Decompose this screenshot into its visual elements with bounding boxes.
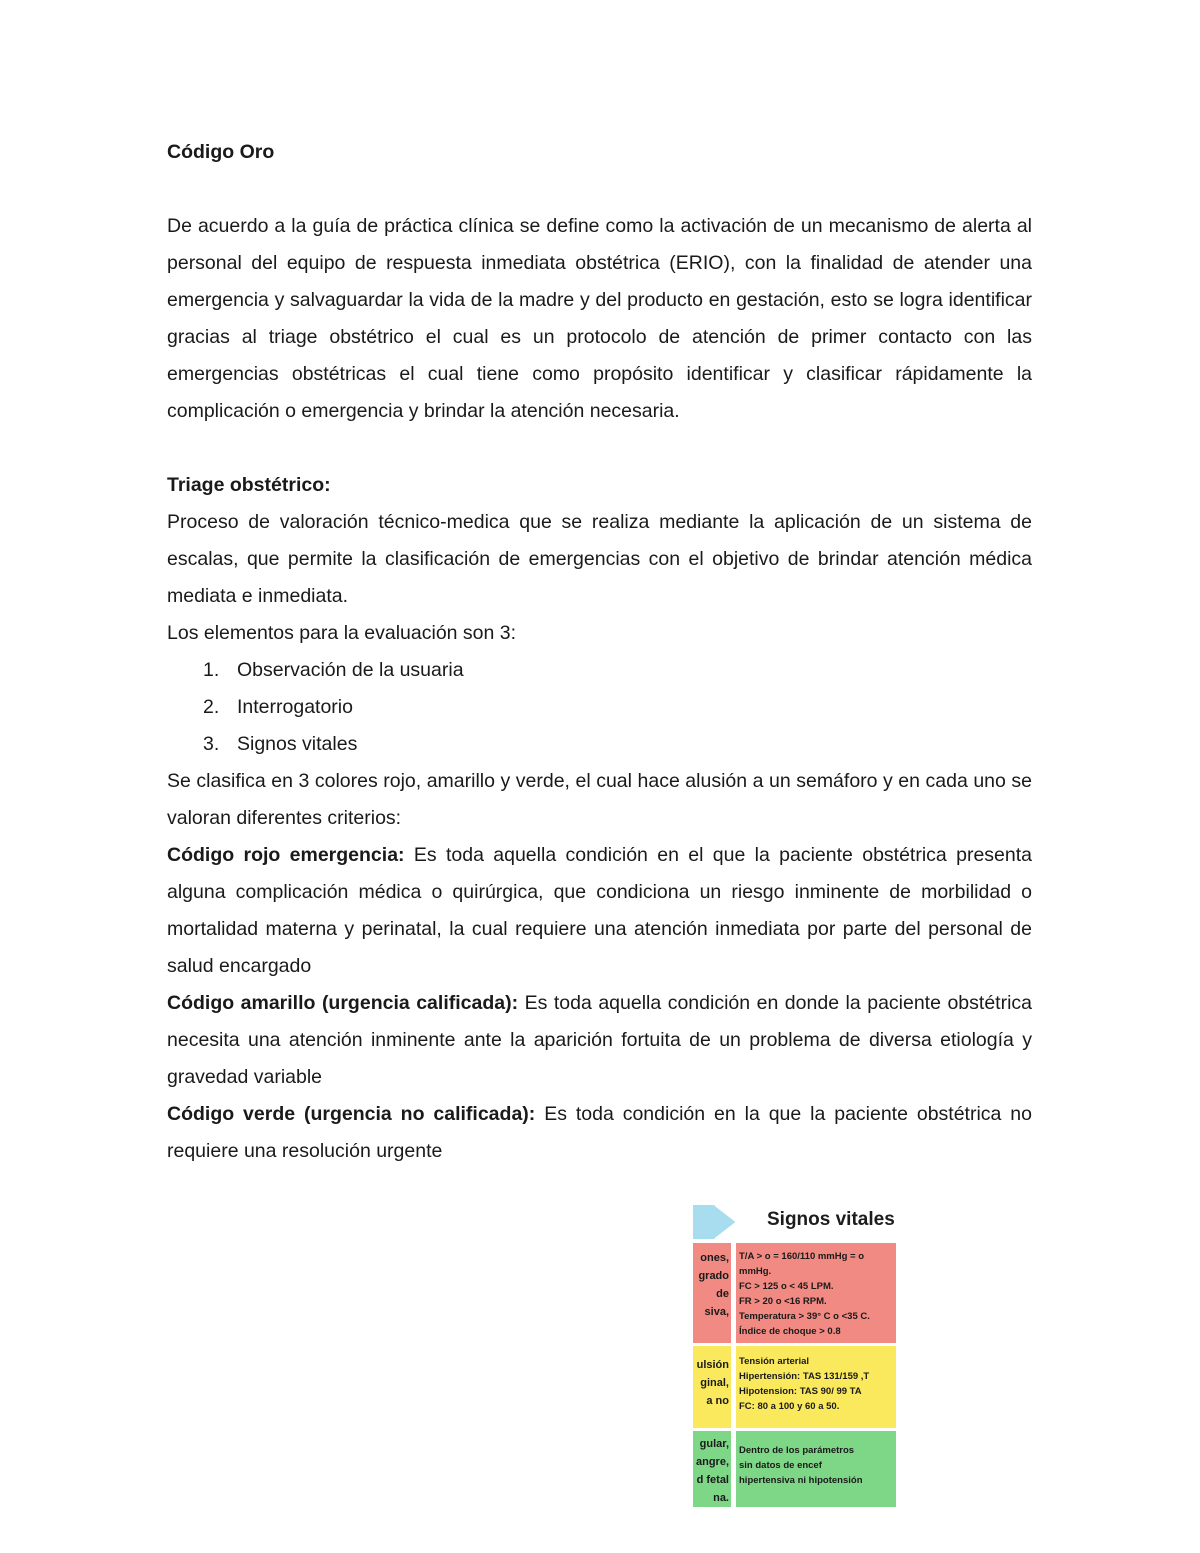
list-text: Signos vitales: [237, 733, 358, 755]
red-left-cell: [693, 1243, 731, 1343]
cell-text: FR > 20 o <16 RPM.: [739, 1296, 827, 1307]
colors-intro: Se clasifica en 3 colores rojo, amarillo y verde, el cual hace alusión a un semáforo y en cada uno se valoran diferentes criterios:: [167, 770, 1032, 829]
green-left-cell: [693, 1431, 731, 1507]
cell-text: ginal,: [700, 1377, 729, 1389]
cell-text: ulsión: [696, 1359, 729, 1371]
yellow-right-cell: [736, 1346, 896, 1428]
cell-text: FC: 80 a 100 y 60 a 50.: [739, 1401, 840, 1412]
triage-definition: Proceso de valoración técnico-medica que se realiza mediante la aplicación de un sistema de escalas, que permite la clasificación de emergencias con el objetivo de brindar atención médica mediata e inmediata.: [167, 511, 1032, 607]
list-item: [167, 652, 1032, 689]
cell-text: hipertensiva ni hipotensión: [739, 1475, 863, 1486]
code-yellow-text: Es toda aquella condición en donde la paciente obstétrica necesita una atención inminente ante la aparición fortuita de un problema de diversa etiología y gravedad variable: [167, 992, 1032, 1088]
cell-text: Tensión arterial: [739, 1356, 810, 1367]
cell-text: sin datos de encef: [739, 1460, 822, 1471]
code-red-label: Código rojo emergencia:: [167, 844, 405, 866]
cell-text: gular,: [699, 1438, 729, 1450]
list-number: 2.: [203, 696, 220, 718]
cell-text: Temperatura > 39° C o <35 C.: [739, 1311, 870, 1322]
document-body: [167, 134, 1032, 1170]
code-yellow-paragraph: [167, 985, 1032, 1096]
cell-text: siva,: [704, 1306, 729, 1318]
list-item: [167, 689, 1032, 726]
list-item: [167, 726, 1032, 763]
cell-text: Hipertensión: TAS 131/159 ,T: [739, 1371, 870, 1382]
list-text: Observación de la usuaria: [237, 659, 464, 681]
cell-text: de: [716, 1288, 729, 1300]
code-green-paragraph: [167, 1096, 1032, 1170]
list-number: 1.: [203, 659, 220, 681]
table-row-yellow: [693, 1346, 896, 1428]
cell-text: FC > 125 o < 45 LPM.: [739, 1281, 834, 1292]
elements-list: [167, 652, 1032, 763]
spacer: [167, 171, 1032, 208]
cell-text: Hipotension: TAS 90/ 99 TA: [739, 1386, 862, 1397]
triage-heading: Triage obstétrico:: [167, 474, 331, 496]
page-title: Código Oro: [167, 141, 275, 163]
code-red-text: Es toda aquella condición en el que la paciente obstétrica presenta alguna complicación médica o quirúrgica, que condiciona un riesgo inminente de morbilidad o mortalidad materna y perinatal, la cual requiere una atención inmediata por parte del personal de salud encargado: [167, 844, 1032, 977]
cell-text: Índice de choque > 0.8: [739, 1326, 841, 1337]
intro-paragraph: De acuerdo a la guía de práctica clínica se define como la activación de un mecanismo de alerta al personal del equipo de respuesta inmediata obstétrica (ERIO), con la finalidad de atender una emergencia y salvaguardar la vida de la madre y del producto en gestación, esto se logra identificar gracias al triage obstétrico el cual es un protocolo de atención de primer contacto con las emergencias obstétricas el cual tiene como propósito identificar y clasificar rápidamente la complicación o emergencia y brindar la atención necesaria.: [167, 215, 1032, 422]
cell-text: d fetal: [696, 1474, 729, 1486]
cell-text: na.: [713, 1492, 729, 1504]
code-green-text: Es toda condición en la que la paciente obstétrica no requiere una resolución urgente: [167, 1103, 1032, 1162]
green-right-cell: [736, 1431, 896, 1507]
yellow-left-cell: [693, 1346, 731, 1428]
vitals-table-image: [693, 1205, 896, 1507]
table-row-green: [693, 1431, 896, 1507]
cell-text: angre,: [695, 1456, 729, 1468]
table-title: Signos vitales: [767, 1209, 895, 1230]
table-header: [693, 1205, 896, 1239]
list-text: Interrogatorio: [237, 696, 353, 718]
cell-text: T/A > o = 160/110 mmHg = o: [739, 1251, 865, 1262]
list-number: 3.: [203, 733, 220, 755]
code-red-paragraph: [167, 837, 1032, 985]
table-row-red: [693, 1243, 896, 1343]
cell-text: ones,: [700, 1252, 729, 1264]
spacer: [167, 430, 1032, 467]
cell-text: Dentro de los parámetros: [739, 1445, 855, 1456]
red-right-cell: [736, 1243, 896, 1343]
code-green-label: Código verde (urgencia no calificada):: [167, 1103, 536, 1125]
elements-intro: Los elementos para la evaluación son 3:: [167, 622, 517, 644]
cell-text: a no: [706, 1395, 729, 1407]
cell-text: mmHg.: [739, 1266, 772, 1277]
cell-text: grado: [698, 1270, 729, 1282]
chevron-arrow-icon: [693, 1205, 741, 1239]
code-yellow-label: Código amarillo (urgencia calificada):: [167, 992, 519, 1014]
